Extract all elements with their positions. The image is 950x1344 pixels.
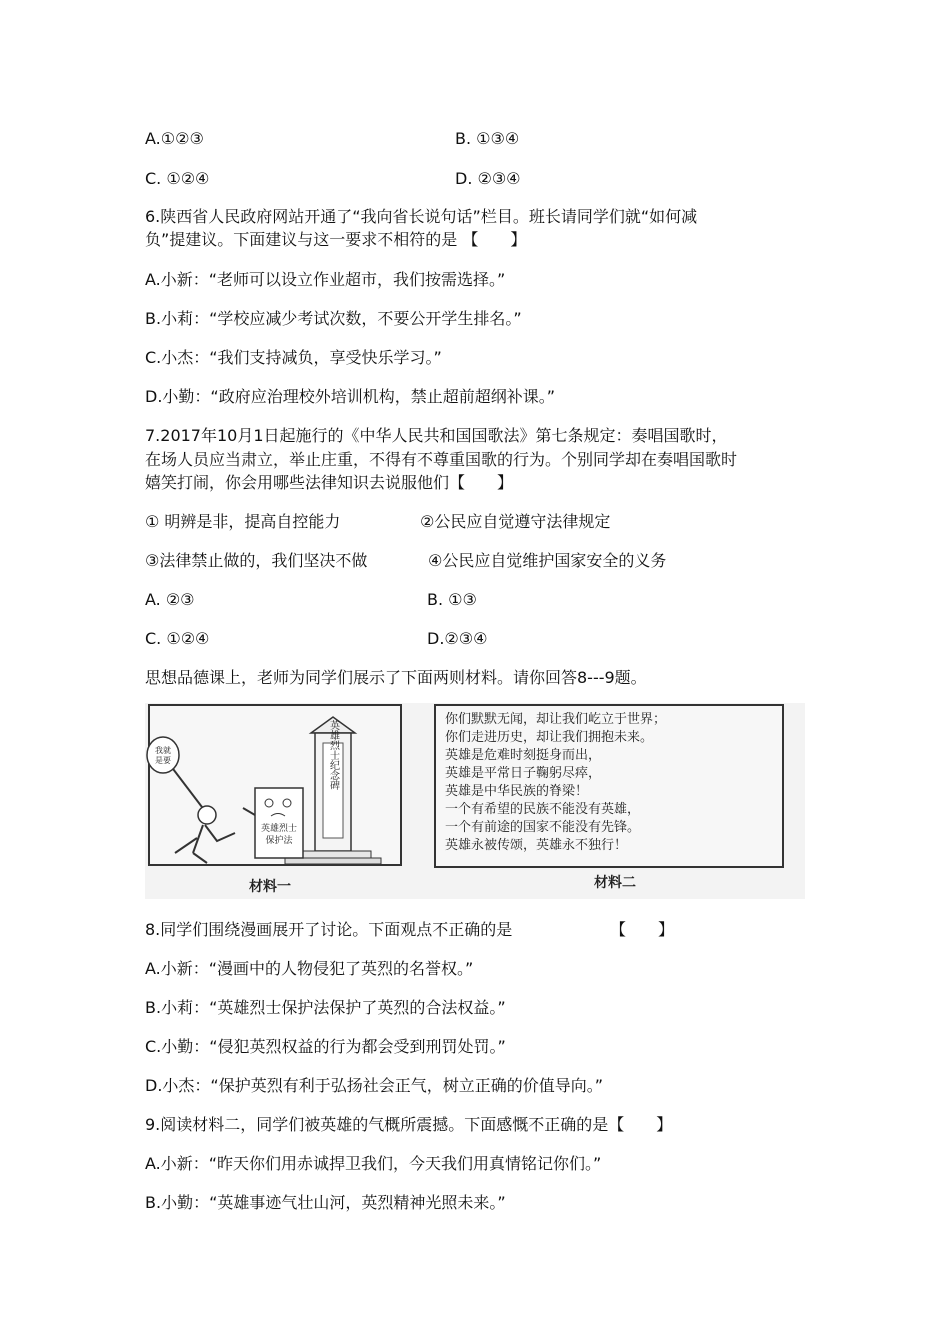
q6-option-d: D.小勤：“政府应治理校外培训机构，禁止超前超纲补课。” [145,387,555,406]
q6-option-a: A.小新：“老师可以设立作业超市，我们按需选择。” [145,270,506,289]
q7-statement-2: ②公民应自觉遵守法律规定 [420,512,611,531]
q8-option-c: C.小勤：“侵犯英烈权益的行为都会受到刑罚处罚。” [145,1037,506,1056]
sign-text-2: 是要 [155,756,171,765]
q8-stem: 8.同学们围绕漫画展开了讨论。下面观点不正确的是 [145,920,513,939]
q9-option-b: B.小勤：“英雄事迹气壮山河，英烈精神光照未来。” [145,1193,506,1212]
q8-option-b: B.小莉：“英雄烈士保护法保护了英烈的合法权益。” [145,998,506,1017]
q8-answer-bracket: 【 】 [610,920,675,939]
poem-line-1: 你们默默无闻，却让我们屹立于世界； [445,712,667,727]
poem-line-6: 一个有希望的民族不能没有英雄， [445,802,641,817]
q7-option-b: B. ①③ [427,590,477,609]
monument-inscription: 英雄烈士纪念碑 [327,720,339,790]
q5-option-a: A.①②③ [145,129,204,148]
q7-option-a: A. ②③ [145,590,195,609]
material2-caption: 材料二 [594,875,636,891]
law-book-title-2: 保护法 [265,836,293,846]
q9-stem: 9.阅读材料二，同学们被英雄的气概所震撼。下面感慨不正确的是【 】 [145,1115,673,1134]
q7-statement-4: ④公民应自觉维护国家安全的义务 [428,551,667,570]
q5-option-d: D. ②③④ [455,169,521,188]
law-book-title-1: 英雄烈士 [260,824,298,834]
q6-stem-line2: 负”提建议。下面建议与这一要求不相符的是 【 】 [145,230,527,249]
poem-line-4: 英雄是平常日子鞠躬尽瘁， [445,766,602,781]
q5-option-b: B. ①③④ [455,129,520,148]
q7-statement-1: ① 明辨是非，提高自控能力 [145,512,341,531]
q8-option-a: A.小新：“漫画中的人物侵犯了英烈的名誉权。” [145,959,474,978]
materials-illustration [145,703,805,899]
q6-stem-line1: 6.陕西省人民政府网站开通了“我向省长说句话”栏目。班长请同学们就“如何减 [145,207,698,226]
poem-line-8: 英雄永被传颂，英雄永不独行！ [445,838,628,853]
q5-option-c: C. ①②④ [145,169,210,188]
q7-stem-line1: 7.2017年10月1日起施行的《中华人民共和国国歌法》第七条规定：奏唱国歌时， [145,426,728,445]
q7-option-c: C. ①②④ [145,629,210,648]
poem-line-5: 英雄是中华民族的脊梁！ [445,784,589,799]
poem-line-3: 英雄是危难时刻挺身而出， [445,748,602,763]
materials-figure [145,703,805,899]
q6-option-c: C.小杰：“我们支持减负，享受快乐学习。” [145,348,442,367]
q9-option-a: A.小新：“昨天你们用赤诚捍卫我们，今天我们用真情铭记你们。” [145,1154,602,1173]
poem-line-7: 一个有前途的国家不能没有先锋。 [445,820,641,835]
q7-option-d: D.②③④ [427,629,488,648]
material1-caption: 材料一 [249,879,291,895]
q7-stem-line2: 在场人员应当肃立，举止庄重，不得有不尊重国歌的行为。个别同学却在奏唱国歌时 [145,450,738,469]
q7-statement-3: ③法律禁止做的，我们坚决不做 [145,551,368,570]
q8-option-d: D.小杰：“保护英烈有利于弘扬社会正气，树立正确的价值导向。” [145,1076,603,1095]
q7-stem-line3: 嬉笑打闹，你会用哪些法律知识去说服他们【 】 [145,473,514,492]
q6-option-b: B.小莉：“学校应减少考试次数，不要公开学生排名。” [145,309,522,328]
materials-intro: 思想品德课上，老师为同学们展示了下面两则材料。请你回答8---9题。 [145,668,647,687]
sign-text-1: 我就 [155,746,171,755]
poem-line-2: 你们走进历史，却让我们拥抱未来。 [445,730,654,745]
